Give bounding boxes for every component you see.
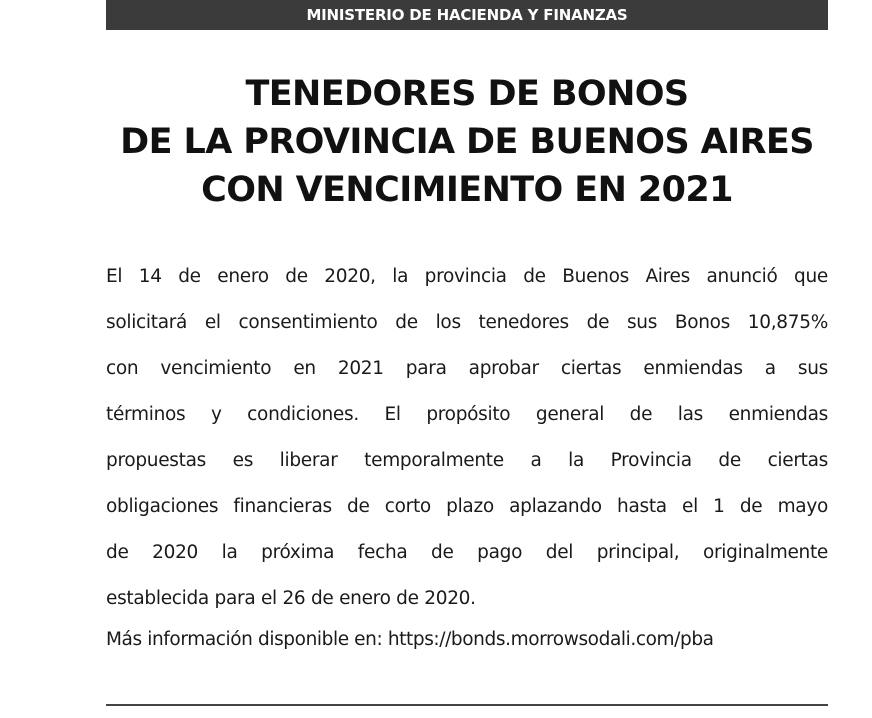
announcement-paragraph bbox=[106, 254, 828, 622]
more-info-line bbox=[106, 620, 714, 660]
page-title bbox=[96, 70, 838, 214]
paragraph-line-2: solicitará el consentimiento de los tenedores de sus Bonos 10,875% bbox=[106, 312, 828, 333]
paragraph-line-8: establecida para el 26 de enero de 2020. bbox=[106, 588, 476, 609]
more-info-label: Más información disponible en: bbox=[106, 629, 383, 650]
paragraph-line-1: El 14 de enero de 2020, la provincia de Buenos Aires anunció que bbox=[106, 266, 828, 287]
paragraph-line-4: términos y condiciones. El propósito general de las enmiendas bbox=[106, 404, 828, 425]
paragraph-line-3: con vencimiento en 2021 para aprobar ciertas enmiendas a sus bbox=[106, 358, 828, 379]
paragraph-line-5: propuestas es liberar temporalmente a la Provincia de ciertas bbox=[106, 450, 828, 471]
paragraph-line-7: de 2020 la próxima fecha de pago del principal, originalmente bbox=[106, 542, 828, 563]
paragraph-line-6: obligaciones financieras de corto plazo aplazando hasta el 1 de mayo bbox=[106, 496, 828, 517]
title-line-2: DE LA PROVINCIA DE BUENOS AIRES bbox=[120, 122, 814, 162]
title-line-1: TENEDORES DE BONOS bbox=[245, 74, 689, 114]
title-line-3: CON VENCIMIENTO EN 2021 bbox=[201, 170, 733, 210]
ministry-banner-label: MINISTERIO DE HACIENDA Y FINANZAS bbox=[306, 5, 628, 24]
bottom-divider bbox=[106, 704, 828, 706]
more-info-link[interactable]: https://bonds.morrowsodali.com/pba bbox=[387, 629, 714, 650]
ministry-banner bbox=[106, 0, 828, 30]
